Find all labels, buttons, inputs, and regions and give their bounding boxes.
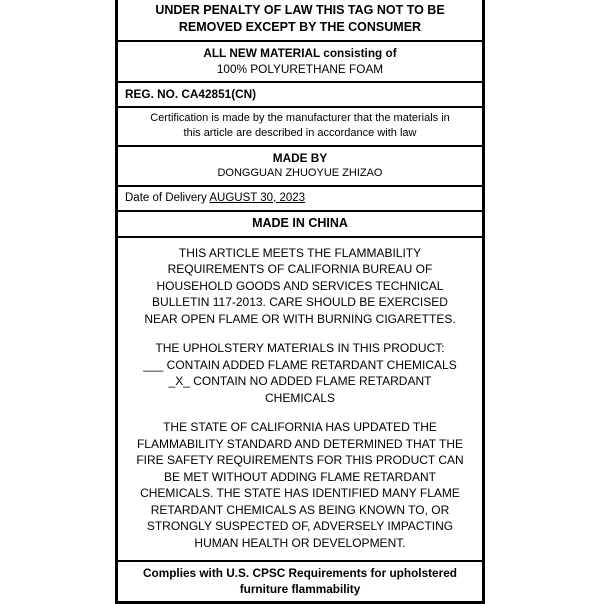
flammability-paragraph-2 (122, 340, 478, 406)
flammability-p3-line-4: BE MET WITHOUT ADDING FLAME RETARDANT (163, 469, 437, 484)
flammability-p1-line-5: NEAR OPEN FLAME OR WITH BURNING CIGARETTES. (144, 311, 456, 326)
compliance-statement (118, 562, 482, 601)
flammability-p1-line-3: HOUSEHOLD GOODS AND SERVICES TECHNICAL (156, 278, 444, 293)
compliance-line-2: furniture flammability (239, 582, 361, 597)
penalty-header-line-2: REMOVED EXCEPT BY THE CONSUMER (178, 19, 422, 34)
compliance-line-1: Complies with U.S. CPSC Requirements for upholstered (143, 566, 457, 581)
flammability-p3-line-1: THE STATE OF CALIFORNIA HAS UPDATED THE (163, 420, 437, 435)
flammability-p3-line-5: CHEMICALS. THE STATE HAS IDENTIFIED MANY FLAME (140, 486, 460, 501)
penalty-header-line-1: UNDER PENALTY OF LAW THIS TAG NOT TO BE (155, 2, 445, 17)
certification-line-2: this article are described in accordance with law (183, 126, 417, 139)
paragraph-spacer-2 (122, 406, 478, 419)
flammability-p3-line-3: FIRE SAFETY REQUIREMENTS FOR THIS PRODUCT CAN (136, 453, 464, 468)
flammability-paragraph-3 (122, 419, 478, 551)
flammability-p2-line-1: THE UPHOLSTERY MATERIALS IN THIS PRODUCT: (155, 341, 445, 356)
certification-line-1: Certification is made by the manufacturer that the materials in (150, 111, 450, 124)
flammability-p3-line-2: FLAMMABILITY STANDARD AND DETERMINED THAT THE (136, 436, 464, 451)
manufacturer-section (118, 147, 482, 187)
material-line-2: 100% POLYURETHANE FOAM (216, 61, 384, 76)
paragraph-spacer-1 (122, 327, 478, 340)
material-section (118, 42, 482, 83)
flammability-p1-line-1: THIS ARTICLE MEETS THE FLAMMABILITY (178, 245, 422, 260)
manufacturer-name: DONGGUAN ZHUOYUE ZHIZAO (217, 166, 383, 179)
flammability-p1-line-4: BULLETIN 117-2013. CARE SHOULD BE EXERCISED (152, 295, 448, 310)
flammability-p3-line-7: STRONGLY SUSPECTED OF, ADVERSELY IMPACTING (146, 519, 454, 534)
flammability-p1-line-2: REQUIREMENTS OF CALIFORNIA BUREAU OF (167, 262, 433, 277)
flammability-p2-line-4: CHEMICALS (264, 390, 335, 405)
registration-number: REG. NO. CA42851(CN) (118, 83, 482, 108)
flammability-paragraph-1 (122, 245, 478, 328)
penalty-header (118, 0, 482, 42)
chemicals-no-added-option: _X_ CONTAIN NO ADDED FLAME RETARDANT (168, 374, 432, 389)
certification-section (118, 108, 482, 147)
delivery-date-label: Date of Delivery (125, 191, 207, 204)
delivery-date-value: AUGUST 30, 2023 (209, 191, 306, 204)
law-tag (115, 0, 485, 604)
flammability-p3-line-8: HUMAN HEALTH OR DEVELOPMENT. (194, 535, 406, 550)
material-line-1: ALL NEW MATERIAL consisting of (203, 45, 397, 60)
made-by-heading: MADE BY (272, 150, 328, 165)
flammability-p3-line-6: RETARDANT CHEMICALS AS BEING KNOWN TO, OR (150, 502, 450, 517)
country-of-origin: MADE IN CHINA (118, 212, 482, 238)
flammability-statement (118, 238, 482, 563)
delivery-date-row (118, 187, 482, 212)
chemicals-contain-option: ___ CONTAIN ADDED FLAME RETARDANT CHEMICALS (143, 357, 457, 372)
